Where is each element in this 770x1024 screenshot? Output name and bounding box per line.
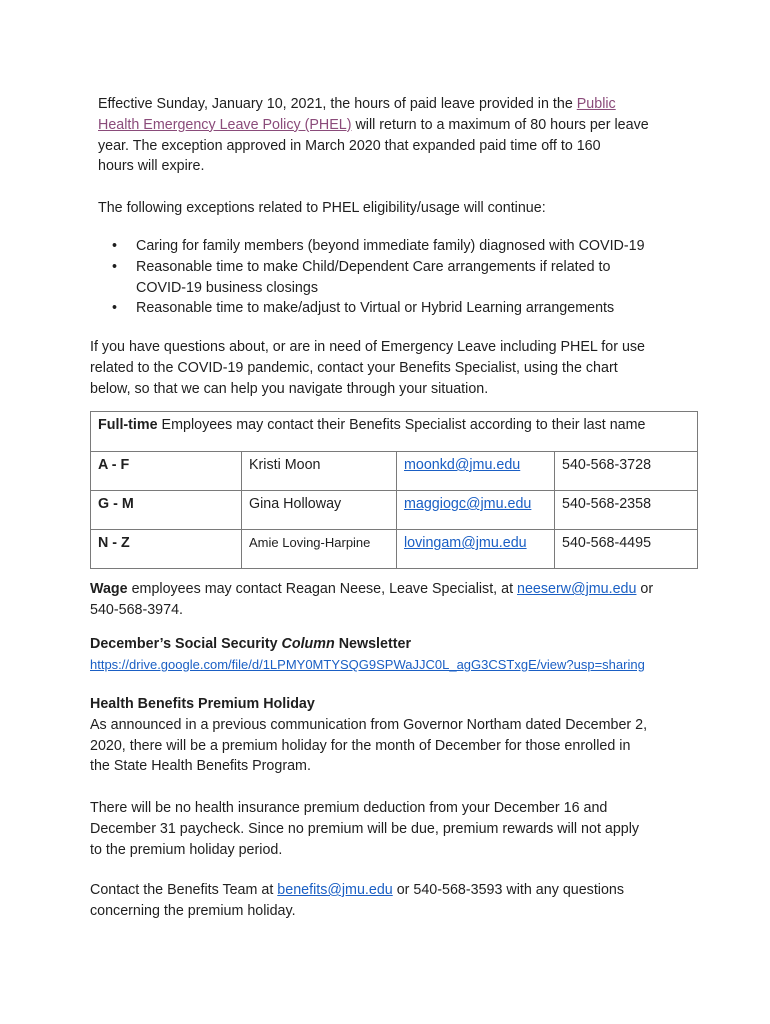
name-range-cell: A - F xyxy=(91,452,242,491)
phone-cell: 540-568-4495 xyxy=(555,530,698,569)
email-cell xyxy=(397,452,555,491)
holiday-text: December 31 paycheck. Since no premium will be due, premium rewards will not apply xyxy=(90,820,640,837)
table-row xyxy=(91,491,698,530)
newsletter-section xyxy=(90,634,750,676)
table-row xyxy=(91,452,698,491)
email-link[interactable]: moonkd@jmu.edu xyxy=(404,457,521,473)
intro-text: Effective Sunday, January 10, 2021, the hours of paid leave provided in the xyxy=(98,96,577,112)
holiday-text: As announced in a previous communication from Governor Northam dated December 2, xyxy=(90,716,648,733)
newsletter-link[interactable]: https://drive.google.com/file/d/1LPMY0MTYSQG9SPWaJJC0L_agG3CSTxgE/view?usp=sharing xyxy=(90,656,645,672)
bullet-icon: • xyxy=(112,238,118,254)
list-item xyxy=(98,257,718,299)
list-item-text: COVID-19 business closings xyxy=(136,279,318,296)
specialist-table xyxy=(90,411,698,569)
questions-text: related to the COVID-19 pandemic, contact your Benefits Specialist, using the chart xyxy=(90,359,618,376)
holiday-text: There will be no health insurance premium deduction from your December 16 and xyxy=(90,800,608,816)
premium-holiday-section xyxy=(90,694,730,777)
exceptions-intro: The following exceptions related to PHEL eligibility/usage will continue: xyxy=(98,200,546,216)
email-cell xyxy=(397,491,555,530)
phel-policy-link-cont[interactable]: Health Emergency Leave Policy (PHEL) xyxy=(98,116,352,133)
specialist-name-cell: Gina Holloway xyxy=(242,491,397,530)
premium-deduction-paragraph xyxy=(90,798,730,860)
intro-text: year. The exception approved in March 2020 that expanded paid time off to 160 xyxy=(98,137,601,154)
phel-intro-paragraph xyxy=(98,94,698,177)
list-item-text: Reasonable time to make/adjust to Virtual or Hybrid Learning arrangements xyxy=(136,300,615,317)
bullet-icon: • xyxy=(112,258,118,275)
holiday-text: the State Health Benefits Program. xyxy=(90,758,311,775)
list-item-text: Reasonable time to make Child/Dependent Care arrangements if related to xyxy=(136,258,611,275)
name-range-cell: N - Z xyxy=(91,530,242,569)
phone-cell: 540-568-2358 xyxy=(555,491,698,530)
intro-text: hours will expire. xyxy=(98,158,205,175)
list-item xyxy=(98,236,718,257)
email-cell xyxy=(397,530,555,569)
phone-cell: 540-568-3728 xyxy=(555,452,698,491)
specialist-name-cell: Kristi Moon xyxy=(242,452,397,491)
bullet-icon: • xyxy=(112,300,118,317)
specialist-table-wrapper xyxy=(90,411,698,569)
exceptions-list xyxy=(98,236,718,319)
phel-policy-link[interactable]: Public xyxy=(576,96,616,112)
questions-text: If you have questions about, or are in need of Emergency Leave including PHEL for use xyxy=(90,339,646,355)
intro-text: will return to a maximum of 80 hours per leave xyxy=(351,116,649,133)
name-range-cell: G - M xyxy=(91,491,242,530)
list-item xyxy=(98,298,718,319)
list-item-text: Caring for family members (beyond immediate family) diagnosed with COVID-19 xyxy=(136,238,645,254)
holiday-text: concerning the premium holiday. xyxy=(90,902,296,919)
wage-email-link[interactable]: neeserw@jmu.edu xyxy=(517,581,637,597)
holiday-text: 2020, there will be a premium holiday for the month of December for those enrolled in xyxy=(90,737,631,754)
contact-benefits-paragraph: Contact the Benefits Team at benefits@jmu.edu or 540-568-3593 with any questions concerning the premium holiday. xyxy=(90,880,730,922)
table-header: Full-time Employees may contact their Benefits Specialist according to their last name xyxy=(91,412,698,452)
holiday-text: to the premium holiday period. xyxy=(90,841,283,858)
premium-holiday-heading: Health Benefits Premium Holiday xyxy=(90,696,315,712)
table-header-row xyxy=(91,412,698,452)
newsletter-title: December’s Social Security Column Newsletter xyxy=(90,636,412,652)
specialist-name-cell: Amie Loving-Harpine xyxy=(242,530,397,569)
questions-paragraph xyxy=(90,337,710,399)
wage-paragraph: Wage employees may contact Reagan Neese, Leave Specialist, at neeserw@jmu.edu or 540-568-3974. xyxy=(90,579,710,621)
wage-phone: 540-568-3974. xyxy=(90,601,184,618)
questions-text: below, so that we can help you navigate through your situation. xyxy=(90,380,489,397)
table-row xyxy=(91,530,698,569)
benefits-email-link[interactable]: benefits@jmu.edu xyxy=(277,882,393,898)
email-link[interactable]: lovingam@jmu.edu xyxy=(404,535,527,551)
email-link[interactable]: maggiogc@jmu.edu xyxy=(404,496,532,512)
